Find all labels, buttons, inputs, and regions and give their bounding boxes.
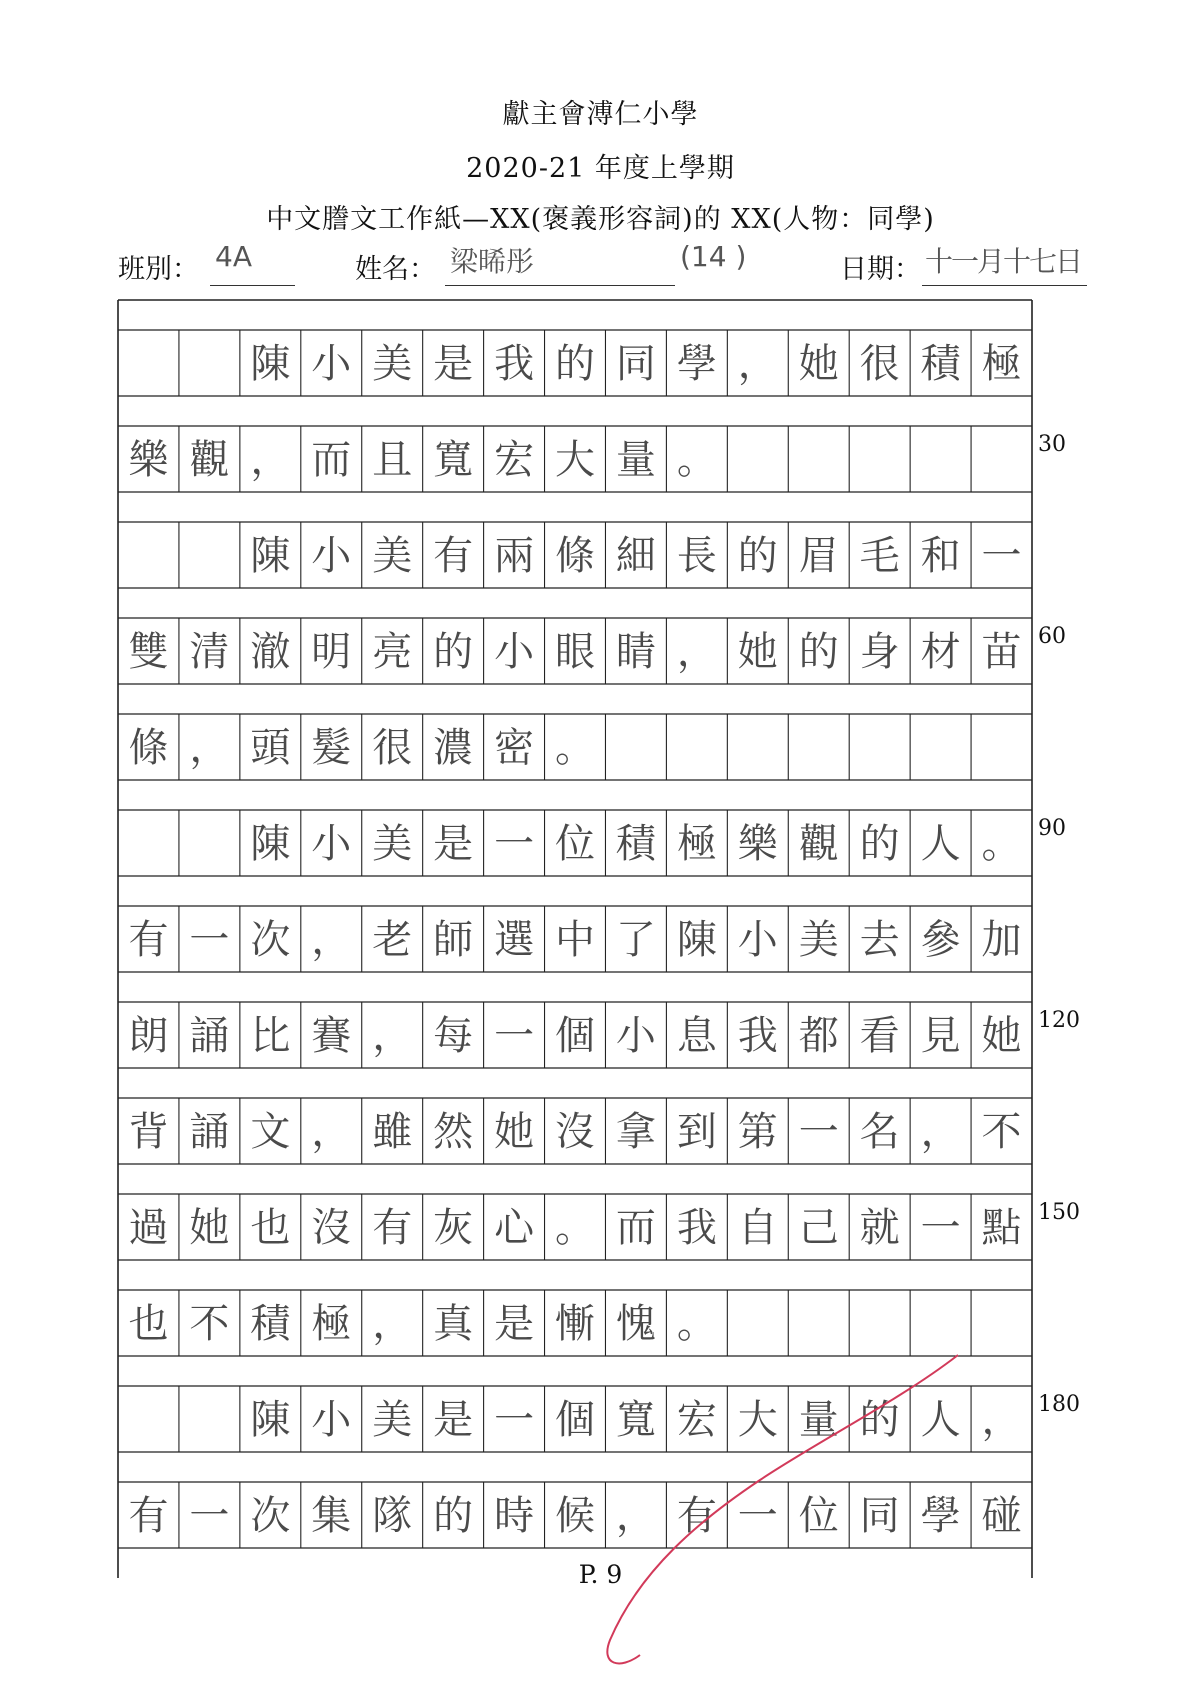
essay-char: 的 xyxy=(433,629,474,675)
essay-char: ， xyxy=(372,1013,413,1059)
essay-char: 的 xyxy=(859,821,900,867)
essay-char: 而 xyxy=(311,437,352,483)
essay-char: 位 xyxy=(798,1493,839,1539)
essay-char: 中 xyxy=(555,917,595,963)
essay-char: 極 xyxy=(981,341,1022,387)
essay-char: 寬 xyxy=(615,1397,656,1443)
essay-char: 量 xyxy=(798,1397,839,1443)
essay-char: 次 xyxy=(250,917,291,963)
essay-char: 很 xyxy=(859,341,900,387)
essay-char: 宏 xyxy=(494,437,535,483)
essay-char: 。 xyxy=(981,821,1022,867)
name-value: 梁晞彤 xyxy=(450,245,535,278)
essay-char: 是 xyxy=(433,821,474,867)
essay-char: ， xyxy=(981,1397,1022,1443)
essay-char: 眼 xyxy=(555,629,595,675)
essay-char: 有 xyxy=(372,1205,413,1251)
essay-char: 朗 xyxy=(128,1013,169,1059)
essay-char: 小 xyxy=(615,1013,656,1059)
essay-char: 同 xyxy=(859,1493,900,1539)
essay-char: ， xyxy=(920,1109,961,1155)
essay-char: 樂 xyxy=(737,821,778,867)
essay-char: 不 xyxy=(981,1109,1022,1155)
essay-char: 她 xyxy=(981,1013,1022,1059)
essay-char: 大 xyxy=(555,437,595,483)
essay-char: 個 xyxy=(555,1013,595,1059)
essay-char: 小 xyxy=(311,533,352,579)
essay-char: 積 xyxy=(920,341,961,387)
essay-char: 且 xyxy=(372,437,413,483)
essay-char: 師 xyxy=(433,917,474,963)
char-count-label: 180 xyxy=(1038,1392,1080,1417)
essay-char: 大 xyxy=(737,1397,778,1443)
essay-char: 亮 xyxy=(372,629,413,675)
essay-char: 點 xyxy=(981,1205,1022,1251)
essay-char: 自 xyxy=(737,1205,778,1251)
essay-char: 不 xyxy=(189,1301,230,1347)
essay-char: 睛 xyxy=(615,629,656,675)
essay-char: 第 xyxy=(737,1109,778,1155)
essay-char: 積 xyxy=(250,1301,291,1347)
name-label: 姓名： xyxy=(355,254,436,285)
essay-char: 陳 xyxy=(250,821,291,867)
essay-char: 次 xyxy=(250,1493,291,1539)
essay-char: 比 xyxy=(250,1013,291,1059)
page-number: P. 9 xyxy=(578,1560,623,1589)
essay-char: 觀 xyxy=(189,437,230,483)
essay-char: 很 xyxy=(372,725,413,771)
essay-char: 量 xyxy=(615,437,656,483)
essay-char: 參 xyxy=(920,917,961,963)
essay-char: 候 xyxy=(555,1493,595,1539)
essay-char: 美 xyxy=(372,341,413,387)
worksheet-title: 中文謄文工作紙—XX(褒義形容詞)的 XX(人物：同學) xyxy=(266,204,935,235)
essay-char: 小 xyxy=(311,821,352,867)
essay-char: 頭 xyxy=(250,725,291,771)
essay-char: 密 xyxy=(494,725,535,771)
essay-char: 小 xyxy=(311,1397,352,1443)
student-number: (14 ) xyxy=(680,240,747,273)
essay-char: 她 xyxy=(737,629,778,675)
essay-char: 然 xyxy=(433,1109,474,1155)
essay-char: 的 xyxy=(433,1493,474,1539)
essay-char: 。 xyxy=(676,437,717,483)
essay-char: 有 xyxy=(676,1493,717,1539)
essay-char: 的 xyxy=(798,629,839,675)
essay-char: 心 xyxy=(494,1205,535,1251)
essay-char: 一 xyxy=(189,917,230,963)
essay-char: 見 xyxy=(920,1013,961,1059)
essay-char: 積 xyxy=(615,821,656,867)
char-count-label: 120 xyxy=(1038,1008,1080,1033)
essay-char: 有 xyxy=(128,1493,169,1539)
essay-char: 加 xyxy=(981,917,1022,963)
essay-char: 灰 xyxy=(433,1205,474,1251)
essay-char: 學 xyxy=(920,1493,961,1539)
essay-char: 苗 xyxy=(981,629,1022,675)
essay-char: 有 xyxy=(128,917,169,963)
essay-char: 我 xyxy=(737,1013,778,1059)
essay-char: 背 xyxy=(128,1109,169,1155)
essay-char: 個 xyxy=(555,1397,595,1443)
essay-char: 集 xyxy=(311,1493,352,1539)
essay-char: 是 xyxy=(433,341,474,387)
essay-char: 和 xyxy=(920,533,961,579)
essay-char: 沒 xyxy=(311,1205,352,1251)
essay-char: 澈 xyxy=(250,629,291,675)
essay-char: 慚 xyxy=(555,1301,595,1347)
essay-char: 兩 xyxy=(494,533,535,579)
essay-char: 雖 xyxy=(372,1109,413,1155)
essay-char: 拿 xyxy=(615,1109,656,1155)
essay-char: 老 xyxy=(372,917,413,963)
essay-char: ， xyxy=(615,1493,656,1539)
essay-char: 樂 xyxy=(128,437,169,483)
essay-char: ， xyxy=(676,629,717,675)
essay-char: 毛 xyxy=(859,533,900,579)
essay-char: 清 xyxy=(189,629,230,675)
essay-char: 愧 xyxy=(615,1301,656,1347)
essay-char: 宏 xyxy=(676,1397,717,1443)
essay-char: 一 xyxy=(494,821,535,867)
essay-char: 碰 xyxy=(981,1493,1022,1539)
essay-char: 我 xyxy=(494,341,535,387)
essay-char: 位 xyxy=(555,821,595,867)
essay-char: 一 xyxy=(189,1493,230,1539)
essay-char: 髮 xyxy=(311,725,352,771)
essay-char: 時 xyxy=(494,1493,535,1539)
essay-char: 就 xyxy=(859,1205,900,1251)
essay-char: 條 xyxy=(555,533,595,579)
essay-char: 。 xyxy=(555,1205,595,1251)
essay-char: ， xyxy=(189,725,230,771)
essay-char: 陳 xyxy=(250,1397,291,1443)
essay-char: 條 xyxy=(128,725,169,771)
date-value: 十一月十七日 xyxy=(925,245,1082,278)
essay-char: 陳 xyxy=(250,533,291,579)
essay-char: 一 xyxy=(494,1397,535,1443)
class-value: 4A xyxy=(215,240,252,273)
essay-char: 賽 xyxy=(311,1013,352,1059)
essay-char: 她 xyxy=(494,1109,535,1155)
essay-char: 的 xyxy=(555,341,595,387)
essay-char: ， xyxy=(311,917,352,963)
essay-char: 一 xyxy=(920,1205,961,1251)
essay-char: 雙 xyxy=(128,629,169,675)
essay-char: 真 xyxy=(433,1301,474,1347)
essay-char: 眉 xyxy=(798,533,839,579)
essay-char: 我 xyxy=(676,1205,717,1251)
essay-char: 身 xyxy=(859,629,900,675)
essay-char: 美 xyxy=(372,1397,413,1443)
essay-char: 同 xyxy=(615,341,656,387)
essay-char: 隊 xyxy=(372,1493,413,1539)
essay-char: 看 xyxy=(859,1013,900,1059)
essay-char: 一 xyxy=(798,1109,839,1155)
class-label: 班別： xyxy=(118,254,199,285)
school-name: 獻主會溥仁小學 xyxy=(502,99,699,130)
essay-char: 陳 xyxy=(250,341,291,387)
essay-char: 了 xyxy=(615,917,656,963)
essay-char: 沒 xyxy=(555,1109,595,1155)
term-line: 2020-21 年度上學期 xyxy=(466,153,735,184)
essay-char: 去 xyxy=(859,917,900,963)
essay-char: 明 xyxy=(311,629,352,675)
essay-char: 。 xyxy=(555,725,595,771)
essay-char: 己 xyxy=(798,1205,839,1251)
essay-char: 誦 xyxy=(189,1109,230,1155)
essay-char: 美 xyxy=(372,821,413,867)
essay-char: 選 xyxy=(494,917,535,963)
essay-char: 一 xyxy=(737,1493,778,1539)
essay-char: 都 xyxy=(798,1013,839,1059)
date-label: 日期： xyxy=(840,254,921,285)
essay-char: 也 xyxy=(250,1205,291,1251)
essay-char: 她 xyxy=(798,341,839,387)
essay-char: 長 xyxy=(676,533,717,579)
essay-char: 小 xyxy=(494,629,535,675)
essay-char: 是 xyxy=(494,1301,535,1347)
essay-char: 誦 xyxy=(189,1013,230,1059)
essay-char: 學 xyxy=(676,341,717,387)
essay-char: 極 xyxy=(311,1301,352,1347)
essay-char: 小 xyxy=(311,341,352,387)
essay-char: 寬 xyxy=(433,437,474,483)
essay-char: 是 xyxy=(433,1397,474,1443)
essay-char: 有 xyxy=(433,533,474,579)
essay-char: ， xyxy=(250,437,291,483)
essay-char: 的 xyxy=(859,1397,900,1443)
essay-char: 而 xyxy=(615,1205,656,1251)
essay-char: 人 xyxy=(920,821,961,867)
essay-char: 每 xyxy=(433,1013,474,1059)
essay-char: 極 xyxy=(676,821,717,867)
essay-char: 也 xyxy=(128,1301,169,1347)
essay-char: 陳 xyxy=(676,917,717,963)
essay-char: 的 xyxy=(737,533,778,579)
essay-char: 名 xyxy=(859,1109,900,1155)
char-count-label: 30 xyxy=(1038,432,1066,457)
essay-char: 人 xyxy=(920,1397,961,1443)
essay-char: 一 xyxy=(981,533,1022,579)
char-count-label: 60 xyxy=(1038,624,1066,649)
essay-char: 過 xyxy=(128,1205,169,1251)
essay-char: 她 xyxy=(189,1205,230,1251)
essay-char: 一 xyxy=(494,1013,535,1059)
essay-char: 細 xyxy=(615,533,656,579)
char-count-label: 150 xyxy=(1038,1200,1080,1225)
essay-char: 美 xyxy=(372,533,413,579)
essay-char: 小 xyxy=(737,917,778,963)
essay-char: ， xyxy=(737,341,778,387)
essay-char: 到 xyxy=(676,1109,717,1155)
essay-char: 觀 xyxy=(798,821,839,867)
char-count-label: 90 xyxy=(1038,816,1066,841)
essay-char: ， xyxy=(311,1109,352,1155)
essay-char: 濃 xyxy=(433,725,474,771)
essay-char: 息 xyxy=(676,1013,717,1059)
essay-char: ， xyxy=(372,1301,413,1347)
essay-char: 美 xyxy=(798,917,839,963)
essay-char: 。 xyxy=(676,1301,717,1347)
essay-char: 文 xyxy=(250,1109,291,1155)
essay-char: 材 xyxy=(920,629,961,675)
